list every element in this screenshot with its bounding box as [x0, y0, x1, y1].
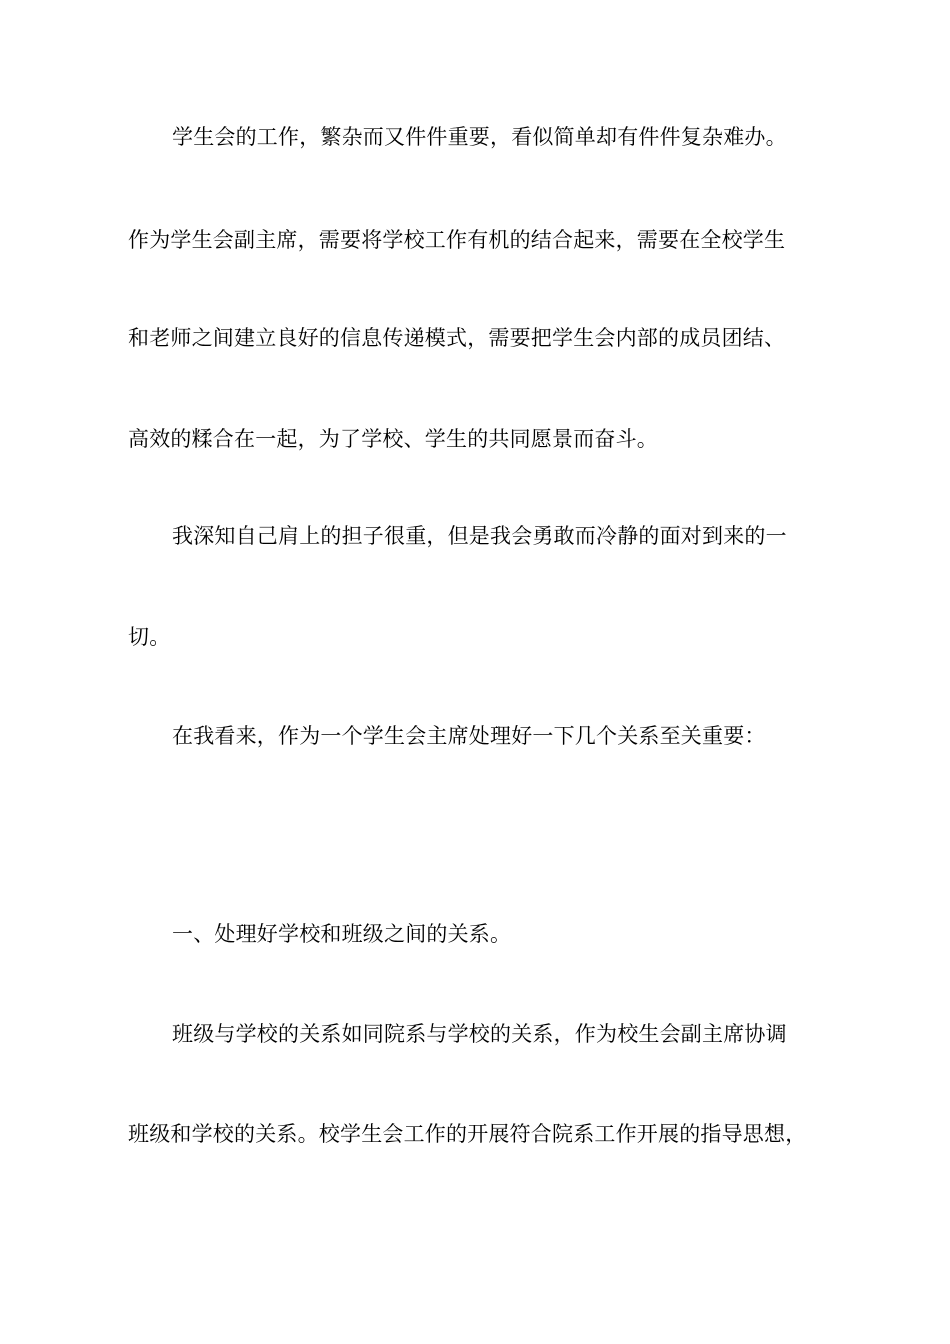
- paragraph-2-line-2: 切。: [128, 625, 171, 649]
- paragraph-1-line-4: 高效的糅合在一起，为了学校、学生的共同愿景而奋斗。: [128, 427, 658, 451]
- paragraph-1-line-1: 学生会的工作，繁杂而又件件重要，看似简单却有件件复杂难办。: [172, 125, 787, 149]
- paragraph-4-line-1: 班级与学校的关系如同院系与学校的关系，作为校生会副主席协调: [172, 1022, 787, 1046]
- paragraph-1-line-3: 和老师之间建立良好的信息传递模式，需要把学生会内部的成员团结、: [128, 326, 786, 350]
- paragraph-1-line-2: 作为学生会副主席，需要将学校工作有机的结合起来，需要在全校学生: [128, 228, 786, 252]
- paragraph-2-line-1: 我深知自己肩上的担子很重，但是我会勇敢而冷静的面对到来的一: [172, 524, 787, 548]
- paragraph-3-line-1: 在我看来，作为一个学生会主席处理好一下几个关系至关重要：: [172, 724, 766, 748]
- section-heading-1: 一、处理好学校和班级之间的关系。: [172, 922, 512, 946]
- paragraph-4-line-2: 班级和学校的关系。校学生会工作的开展符合院系工作开展的指导思想，: [128, 1122, 807, 1146]
